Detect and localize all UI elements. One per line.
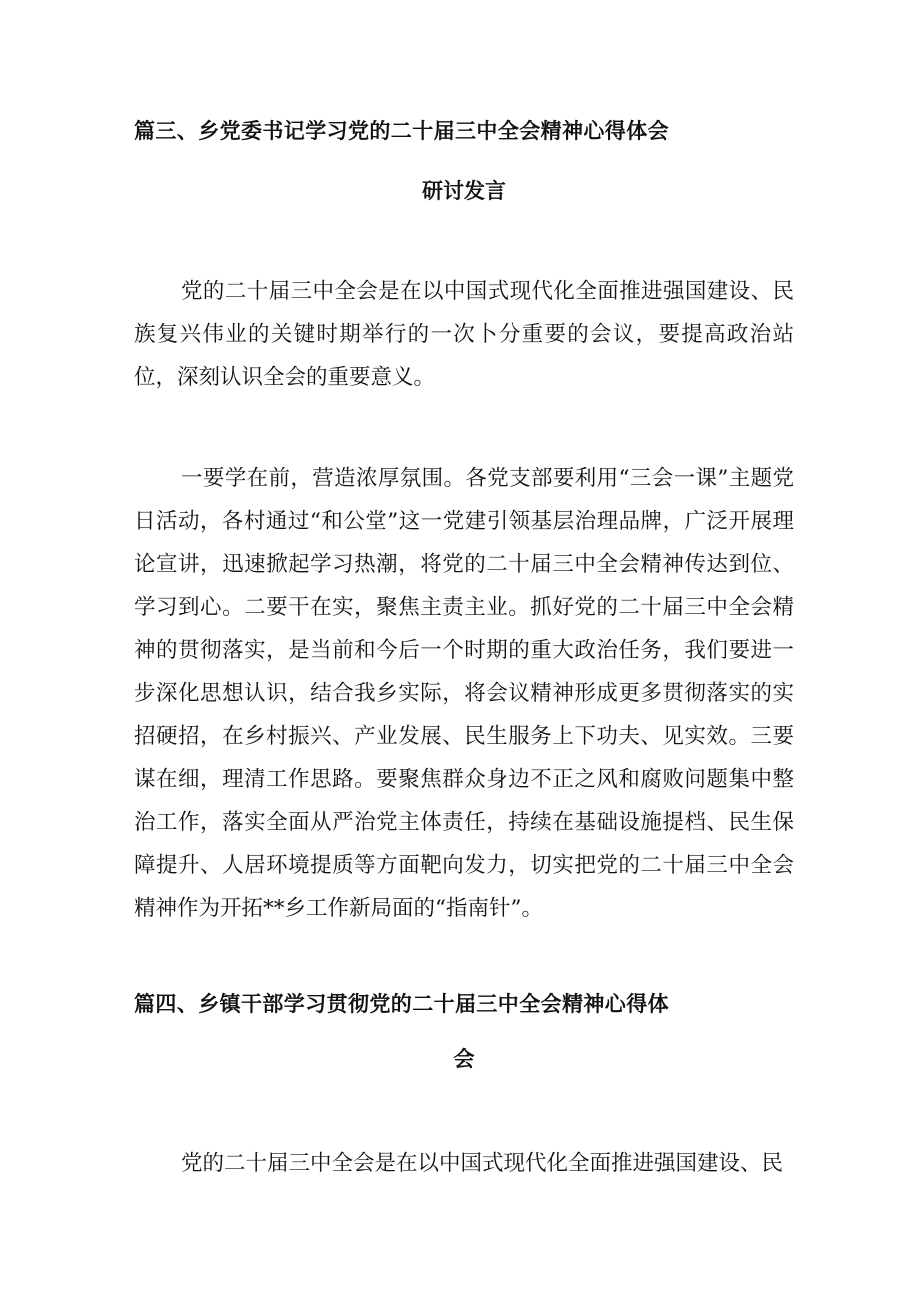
section-3-paragraph-2: 一要学在前，营造浓厚氛围。各党支部要利用“三会一课”主题党日活动，各村通过“和公堂”这一党建引领基层治理品牌，广泛开展理论宣讲，迅速掀起学习热潮，将党的二十届三中全会精神传达到位、学习到心。二要干在实，聚焦主责主业。抓好党的二十届三中全会精神的贯彻落实，是当前和今后一个时期的重大政治任务，我们要进一步深化思想认识，结合我乡实际，将会议精神形成更多贯彻落实的实招硬招，在乡村振兴、产业发展、民生服务上下功夫、见实效。三要谋在细，理清工作思路。要聚焦群众身边不正之风和腐败问题集中整治工作，落实全面从严治党主体责任，持续在基础设施提档、民生保障提升、人居环境提质等方面靶向发力，切实把党的二十届三中全会精神作为开拓**乡工作新局面的“指南针”。 [134, 466, 794, 921]
section-3-paragraph-1: 党的二十届三中全会是在以中国式现代化全面推进强国建设、民族复兴伟业的关键时期举行的一次卜分重要的会议，要提高政治站位，深刻认识全会的重要意义。 [134, 279, 794, 390]
section-4-paragraph-1: 党的二十届三中全会是在以中国式现代化全面推进强国建设、民 [181, 1151, 784, 1176]
section-3-title-continuation: 研讨发言 [422, 179, 506, 203]
section-3-title: 篇三、乡党委书记学习党的二十届三中全会精神心得体会 [134, 119, 669, 143]
section-4-title: 篇四、乡镇干部学习贯彻党的二十届三中全会精神心得体 [134, 992, 669, 1016]
section-4-title-continuation: 会 [453, 1047, 475, 1071]
